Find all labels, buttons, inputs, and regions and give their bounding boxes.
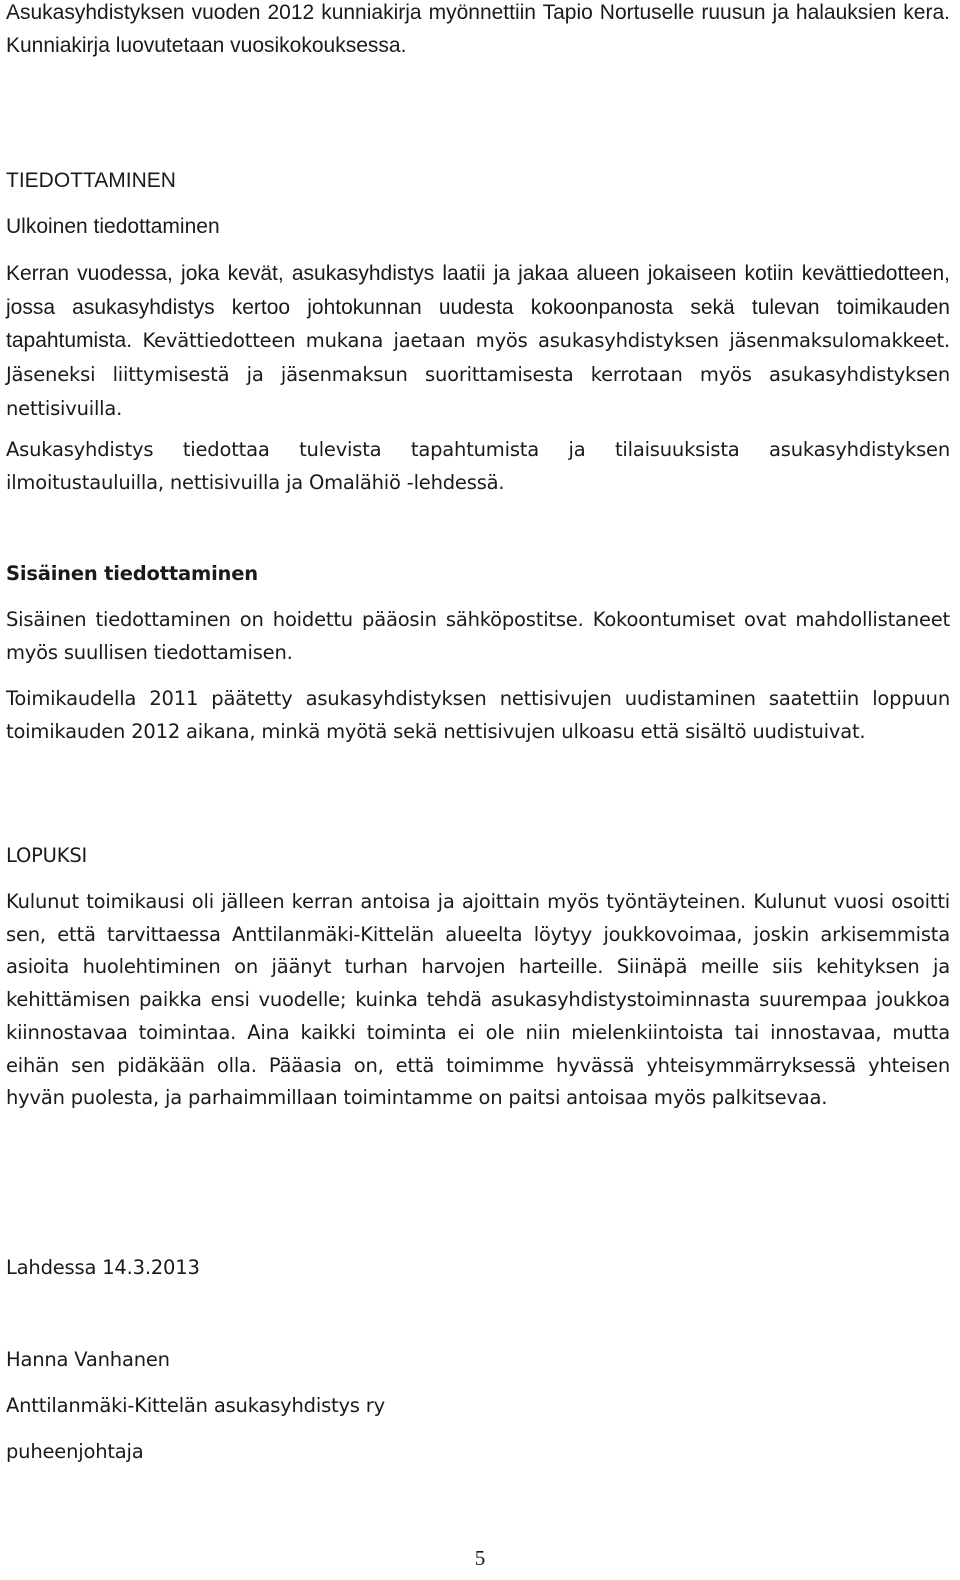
ulkoinen-paragraph-1-part-b: Kevättiedotteen mukana jaetaan myös asukasyhdistyksen jäsenmaksulomakkeet. Jäseneksi liittymisestä ja jäsenmaksun suorittamisesta kerrotaan myös asukasyhdistyksen nettisivuilla. [6,329,950,420]
signature-role: puheenjohtaja [6,1440,144,1463]
sisainen-paragraph-2: Toimikaudella 2011 päätetty asukasyhdistyksen nettisivujen uudistaminen saatettiin loppuun toimikauden 2012 aikana, minkä myötä sekä nettisivujen ulkoasu että sisältö uudistuivat. [6,687,950,743]
ulkoinen-paragraph-1-part-a: Kerran vuodessa, joka kevät, asukasyhdistys laatii ja jakaa alueen jokaiseen kotiin kevättiedotteen, jossa asukasyhdistys kertoo johtokunnan uudesta kokoonpanosta sekä tulevan toimikauden tapahtumista. [6,262,950,353]
signature-organization: Anttilanmäki-Kittelän asukasyhdistys ry [6,1394,385,1417]
signature-name: Hanna Vanhanen [6,1348,170,1371]
page-number: 5 [474,1546,486,1570]
section-heading-lopuksi: LOPUKSI [6,844,88,867]
signature-place-date: Lahdessa 14.3.2013 [6,1256,200,1279]
lopuksi-paragraph: Kulunut toimikausi oli jälleen kerran antoisa ja ajoittain myös työntäyteinen. Kulunut vuosi osoitti sen, että tarvittaessa Anttilanmäki-Kittelän alueelta löytyy joukkovoimaa, joskin arkisemmista asioita huolehtiminen on jäänyt turhan harvojen harteille. Siinäpä meille siis kehityksen ja kehittämisen paikka ensi vuodelle; kuinka tehdä asukasyhdistystoiminnasta suurempaa joukkoa kiinnostavaa toimintaa. Aina kaikki toiminta ei ole niin mielenkiintoista tai innostavaa, mutta eihän sen pidäkään olla. Pääasia on, että toimimme hyvässä yhteisymmärryksessä yhteisen hyvän puolesta, ja parhaimmillaan toimintamme on paitsi antoisaa myös palkitsevaa. [6,890,950,1110]
ulkoinen-paragraph-1 [6,257,950,426]
section-heading-tiedottaminen: TIEDOTTAMINEN [6,169,176,192]
subheading-ulkoinen-tiedottaminen: Ulkoinen tiedottaminen [6,215,220,238]
sisainen-paragraph-1: Sisäinen tiedottaminen on hoidettu pääosin sähköpostitse. Kokoontumiset ovat mahdollistaneet myös suullisen tiedottamisen. [6,608,950,664]
subheading-sisainen-tiedottaminen: Sisäinen tiedottaminen [6,562,258,585]
intro-paragraph: Asukasyhdistyksen vuoden 2012 kunniakirja myönnettiin Tapio Nortuselle ruusun ja halauksien kera. Kunniakirja luovutetaan vuosikokouksessa. [6,1,950,57]
ulkoinen-paragraph-2: Asukasyhdistys tiedottaa tulevista tapahtumista ja tilaisuuksista asukasyhdistyksen ilmoitustauluilla, nettisivuilla ja Omalähiö -lehdessä. [6,438,950,494]
